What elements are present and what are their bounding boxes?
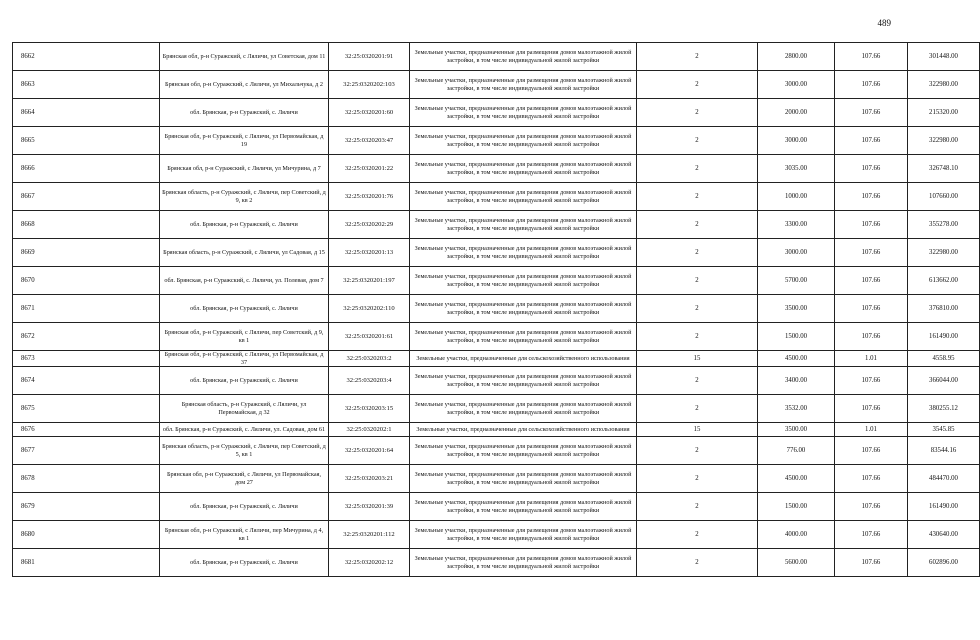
- table-row: [13, 423, 980, 437]
- area-cell: 5700.00: [758, 267, 835, 295]
- cadastral-value-cell: 107660.00: [908, 183, 980, 211]
- table-row: [13, 267, 980, 295]
- rate-cell: 107.66: [835, 521, 908, 549]
- address-cell: обл. Брянская, р-н Суражский, с. Ляличи, ул. Садовая, дом 61: [160, 423, 329, 437]
- table-row: [13, 127, 980, 155]
- land-use-cell: Земельные участки, предназначенные для размещения домов малоэтажной жилой застройки, в том числе индивидуальной жилой застройки: [410, 267, 637, 295]
- table-row: [13, 323, 980, 351]
- category-cell: 2: [637, 465, 758, 493]
- table-row: [13, 155, 980, 183]
- page-number: 489: [877, 18, 891, 28]
- area-cell: 3035.00: [758, 155, 835, 183]
- table-row: [13, 493, 980, 521]
- land-use-cell: Земельные участки, предназначенные для размещения домов малоэтажной жилой застройки, в том числе индивидуальной жилой застройки: [410, 323, 637, 351]
- row-number-cell: 8667: [13, 183, 160, 211]
- table-row: [13, 71, 980, 99]
- cadastral-value-cell: 4558.95: [908, 351, 980, 367]
- table-row: [13, 395, 980, 423]
- land-use-cell: Земельные участки, предназначенные для сельскохозяйственного использования: [410, 351, 637, 367]
- rate-cell: 107.66: [835, 367, 908, 395]
- category-cell: 2: [637, 549, 758, 577]
- cadastral-number-cell: 32:25:0320203:21: [329, 465, 410, 493]
- area-cell: 4500.00: [758, 351, 835, 367]
- area-cell: 3000.00: [758, 127, 835, 155]
- table-row: [13, 99, 980, 127]
- land-use-cell: Земельные участки, предназначенные для размещения домов малоэтажной жилой застройки, в том числе индивидуальной жилой застройки: [410, 155, 637, 183]
- cadastral-number-cell: 32:25:0320201:39: [329, 493, 410, 521]
- cadastral-number-cell: 32:25:0320202:110: [329, 295, 410, 323]
- rate-cell: 1.01: [835, 423, 908, 437]
- cadastral-value-cell: 215320.00: [908, 99, 980, 127]
- rate-cell: 107.66: [835, 127, 908, 155]
- category-cell: 2: [637, 295, 758, 323]
- land-use-cell: Земельные участки, предназначенные для размещения домов малоэтажной жилой застройки, в том числе индивидуальной жилой застройки: [410, 465, 637, 493]
- area-cell: 3000.00: [758, 239, 835, 267]
- cadastral-value-cell: 3545.85: [908, 423, 980, 437]
- row-number-cell: 8678: [13, 465, 160, 493]
- area-cell: 3500.00: [758, 423, 835, 437]
- category-cell: 2: [637, 155, 758, 183]
- cadastral-value-cell: 602896.00: [908, 549, 980, 577]
- land-use-cell: Земельные участки, предназначенные для размещения домов малоэтажной жилой застройки, в том числе индивидуальной жилой застройки: [410, 183, 637, 211]
- row-number-cell: 8669: [13, 239, 160, 267]
- category-cell: 15: [637, 423, 758, 437]
- row-number-cell: 8666: [13, 155, 160, 183]
- table-row: [13, 367, 980, 395]
- row-number-cell: 8674: [13, 367, 160, 395]
- cadastral-value-cell: 161490.00: [908, 323, 980, 351]
- row-number-cell: 8679: [13, 493, 160, 521]
- row-number-cell: 8681: [13, 549, 160, 577]
- cadastral-number-cell: 32:25:0320201:60: [329, 99, 410, 127]
- cadastral-number-cell: 32:25:0320201:197: [329, 267, 410, 295]
- cadastral-number-cell: 32:25:0320201:76: [329, 183, 410, 211]
- category-cell: 2: [637, 267, 758, 295]
- table-row: [13, 351, 980, 367]
- cadastral-value-cell: 613662.00: [908, 267, 980, 295]
- table-row: [13, 437, 980, 465]
- land-use-cell: Земельные участки, предназначенные для размещения домов малоэтажной жилой застройки, в том числе индивидуальной жилой застройки: [410, 521, 637, 549]
- area-cell: 5600.00: [758, 549, 835, 577]
- rate-cell: 107.66: [835, 465, 908, 493]
- cadastral-number-cell: 32:25:0320203:4: [329, 367, 410, 395]
- address-cell: Брянская обл, р-н Суражский, с Ляличи, ул Первомайская, дом 27: [160, 465, 329, 493]
- rate-cell: 107.66: [835, 493, 908, 521]
- category-cell: 2: [637, 127, 758, 155]
- address-cell: Брянская область, р-н Суражский, с Ляличи, ул Садовая, д 15: [160, 239, 329, 267]
- row-number-cell: 8673: [13, 351, 160, 367]
- cadastral-number-cell: 32:25:0320201:13: [329, 239, 410, 267]
- area-cell: 4000.00: [758, 521, 835, 549]
- address-cell: Брянская обл, р-н Суражский, с Ляличи, ул Первомайская, д 37: [160, 351, 329, 367]
- row-number-cell: 8672: [13, 323, 160, 351]
- land-use-cell: Земельные участки, предназначенные для размещения домов малоэтажной жилой застройки, в том числе индивидуальной жилой застройки: [410, 549, 637, 577]
- cadastral-value-cell: 430640.00: [908, 521, 980, 549]
- rate-cell: 107.66: [835, 267, 908, 295]
- land-use-cell: Земельные участки, предназначенные для размещения домов малоэтажной жилой застройки, в том числе индивидуальной жилой застройки: [410, 127, 637, 155]
- cadastral-value-cell: 301448.00: [908, 43, 980, 71]
- land-use-cell: Земельные участки, предназначенные для размещения домов малоэтажной жилой застройки, в том числе индивидуальной жилой застройки: [410, 395, 637, 423]
- row-number-cell: 8665: [13, 127, 160, 155]
- category-cell: 2: [637, 99, 758, 127]
- cadastral-number-cell: 32:25:0320203:47: [329, 127, 410, 155]
- category-cell: 2: [637, 323, 758, 351]
- category-cell: 2: [637, 437, 758, 465]
- address-cell: обл. Брянская, р-н Суражский, с. Ляличи: [160, 367, 329, 395]
- address-cell: обл. Брянская, р-н Суражский, с. Ляличи: [160, 295, 329, 323]
- rate-cell: 107.66: [835, 295, 908, 323]
- area-cell: 3500.00: [758, 295, 835, 323]
- address-cell: Брянская обл, р-н Суражский, с Ляличи, пер Мичурина, д 4, кв 1: [160, 521, 329, 549]
- row-number-cell: 8677: [13, 437, 160, 465]
- rate-cell: 107.66: [835, 155, 908, 183]
- address-cell: Брянская обл, р-н Суражский, с Ляличи, ул Первомайская, д 19: [160, 127, 329, 155]
- cadastral-number-cell: 32:25:0320201:61: [329, 323, 410, 351]
- cadastral-value-cell: 326748.10: [908, 155, 980, 183]
- row-number-cell: 8670: [13, 267, 160, 295]
- rate-cell: 107.66: [835, 437, 908, 465]
- address-cell: Брянская область, р-н Суражский, с Ляличи, пер Советский, д 9, кв 2: [160, 183, 329, 211]
- category-cell: 2: [637, 521, 758, 549]
- table-row: [13, 521, 980, 549]
- cadastral-value-cell: 355278.00: [908, 211, 980, 239]
- cadastral-number-cell: 32:25:0320202:29: [329, 211, 410, 239]
- cadastral-number-cell: 32:25:0320203:2: [329, 351, 410, 367]
- table-row: [13, 43, 980, 71]
- address-cell: Брянская область, р-н Суражский, с Ляличи, пер Советский, д 5, кв 1: [160, 437, 329, 465]
- row-number-cell: 8662: [13, 43, 160, 71]
- category-cell: 2: [637, 367, 758, 395]
- area-cell: 3532.00: [758, 395, 835, 423]
- cadastral-value-cell: 484470.00: [908, 465, 980, 493]
- cadastral-value-cell: 322980.00: [908, 239, 980, 267]
- category-cell: 2: [637, 211, 758, 239]
- row-number-cell: 8663: [13, 71, 160, 99]
- rate-cell: 1.01: [835, 351, 908, 367]
- cadastral-value-cell: 161490.00: [908, 493, 980, 521]
- row-number-cell: 8676: [13, 423, 160, 437]
- land-use-cell: Земельные участки, предназначенные для размещения домов малоэтажной жилой застройки, в том числе индивидуальной жилой застройки: [410, 43, 637, 71]
- land-use-cell: Земельные участки, предназначенные для размещения домов малоэтажной жилой застройки, в том числе индивидуальной жилой застройки: [410, 71, 637, 99]
- row-number-cell: 8668: [13, 211, 160, 239]
- registry-table-body: [13, 43, 980, 577]
- rate-cell: 107.66: [835, 211, 908, 239]
- land-use-cell: Земельные участки, предназначенные для размещения домов малоэтажной жилой застройки, в том числе индивидуальной жилой застройки: [410, 493, 637, 521]
- address-cell: Брянская обл, р-н Суражский, с Ляличи, ул Советская, дом 11: [160, 43, 329, 71]
- address-cell: Брянская обл, р-н Суражский, с Ляличи, ул Михальчука, д 2: [160, 71, 329, 99]
- land-use-cell: Земельные участки, предназначенные для размещения домов малоэтажной жилой застройки, в том числе индивидуальной жилой застройки: [410, 367, 637, 395]
- address-cell: обл. Брянская, р-н Суражский, с. Ляличи: [160, 99, 329, 127]
- area-cell: 1500.00: [758, 323, 835, 351]
- row-number-cell: 8675: [13, 395, 160, 423]
- category-cell: 15: [637, 351, 758, 367]
- area-cell: 2800.00: [758, 43, 835, 71]
- row-number-cell: 8671: [13, 295, 160, 323]
- cadastral-value-cell: 380255.12: [908, 395, 980, 423]
- cadastral-number-cell: 32:25:0320202:103: [329, 71, 410, 99]
- cadastral-number-cell: 32:25:0320203:15: [329, 395, 410, 423]
- category-cell: 2: [637, 183, 758, 211]
- area-cell: 4500.00: [758, 465, 835, 493]
- address-cell: обл. Брянская, р-н Суражский, с. Ляличи: [160, 549, 329, 577]
- land-use-cell: Земельные участки, предназначенные для размещения домов малоэтажной жилой застройки, в том числе индивидуальной жилой застройки: [410, 295, 637, 323]
- category-cell: 2: [637, 71, 758, 99]
- address-cell: Брянская обл, р-н Суражский, с Ляличи, пер Советский, д 9, кв 1: [160, 323, 329, 351]
- land-use-cell: Земельные участки, предназначенные для размещения домов малоэтажной жилой застройки, в том числе индивидуальной жилой застройки: [410, 211, 637, 239]
- land-use-cell: Земельные участки, предназначенные для размещения домов малоэтажной жилой застройки, в том числе индивидуальной жилой застройки: [410, 437, 637, 465]
- rate-cell: 107.66: [835, 99, 908, 127]
- table-row: [13, 295, 980, 323]
- cadastral-number-cell: 32:25:0320202:12: [329, 549, 410, 577]
- category-cell: 2: [637, 43, 758, 71]
- category-cell: 2: [637, 239, 758, 267]
- area-cell: 2000.00: [758, 99, 835, 127]
- rate-cell: 107.66: [835, 43, 908, 71]
- table-row: [13, 211, 980, 239]
- table-row: [13, 183, 980, 211]
- area-cell: 776.00: [758, 437, 835, 465]
- address-cell: Брянская обл, р-н Суражский, с Ляличи, ул Мичурина, д 7: [160, 155, 329, 183]
- area-cell: 1000.00: [758, 183, 835, 211]
- cadastral-value-cell: 322980.00: [908, 127, 980, 155]
- category-cell: 2: [637, 395, 758, 423]
- rate-cell: 107.66: [835, 549, 908, 577]
- cadastral-number-cell: 32:25:0320201:64: [329, 437, 410, 465]
- cadastral-number-cell: 32:25:0320201:91: [329, 43, 410, 71]
- address-cell: Брянская область, р-н Суражский, с Ляличи, ул Первомайская, д 32: [160, 395, 329, 423]
- address-cell: обл. Брянская, р-н Суражский, с. Ляличи, ул. Полевая, дом 7: [160, 267, 329, 295]
- cadastral-number-cell: 32:25:0320201:22: [329, 155, 410, 183]
- row-number-cell: 8680: [13, 521, 160, 549]
- rate-cell: 107.66: [835, 183, 908, 211]
- rate-cell: 107.66: [835, 323, 908, 351]
- cadastral-value-cell: 376810.00: [908, 295, 980, 323]
- area-cell: 3400.00: [758, 367, 835, 395]
- area-cell: 3300.00: [758, 211, 835, 239]
- rate-cell: 107.66: [835, 71, 908, 99]
- land-use-cell: Земельные участки, предназначенные для размещения домов малоэтажной жилой застройки, в том числе индивидуальной жилой застройки: [410, 99, 637, 127]
- row-number-cell: 8664: [13, 99, 160, 127]
- table-row: [13, 239, 980, 267]
- table-row: [13, 549, 980, 577]
- cadastral-number-cell: 32:25:0320201:112: [329, 521, 410, 549]
- category-cell: 2: [637, 493, 758, 521]
- land-registry-table: [12, 42, 980, 577]
- address-cell: обл. Брянская, р-н Суражский, с. Ляличи: [160, 493, 329, 521]
- land-use-cell: Земельные участки, предназначенные для сельскохозяйственного использования: [410, 423, 637, 437]
- rate-cell: 107.66: [835, 395, 908, 423]
- table-row: [13, 465, 980, 493]
- land-use-cell: Земельные участки, предназначенные для размещения домов малоэтажной жилой застройки, в том числе индивидуальной жилой застройки: [410, 239, 637, 267]
- cadastral-value-cell: 322980.00: [908, 71, 980, 99]
- area-cell: 1500.00: [758, 493, 835, 521]
- cadastral-value-cell: 83544.16: [908, 437, 980, 465]
- cadastral-value-cell: 366044.00: [908, 367, 980, 395]
- cadastral-number-cell: 32:25:0320202:1: [329, 423, 410, 437]
- rate-cell: 107.66: [835, 239, 908, 267]
- area-cell: 3000.00: [758, 71, 835, 99]
- address-cell: обл. Брянская, р-н Суражский, с. Ляличи: [160, 211, 329, 239]
